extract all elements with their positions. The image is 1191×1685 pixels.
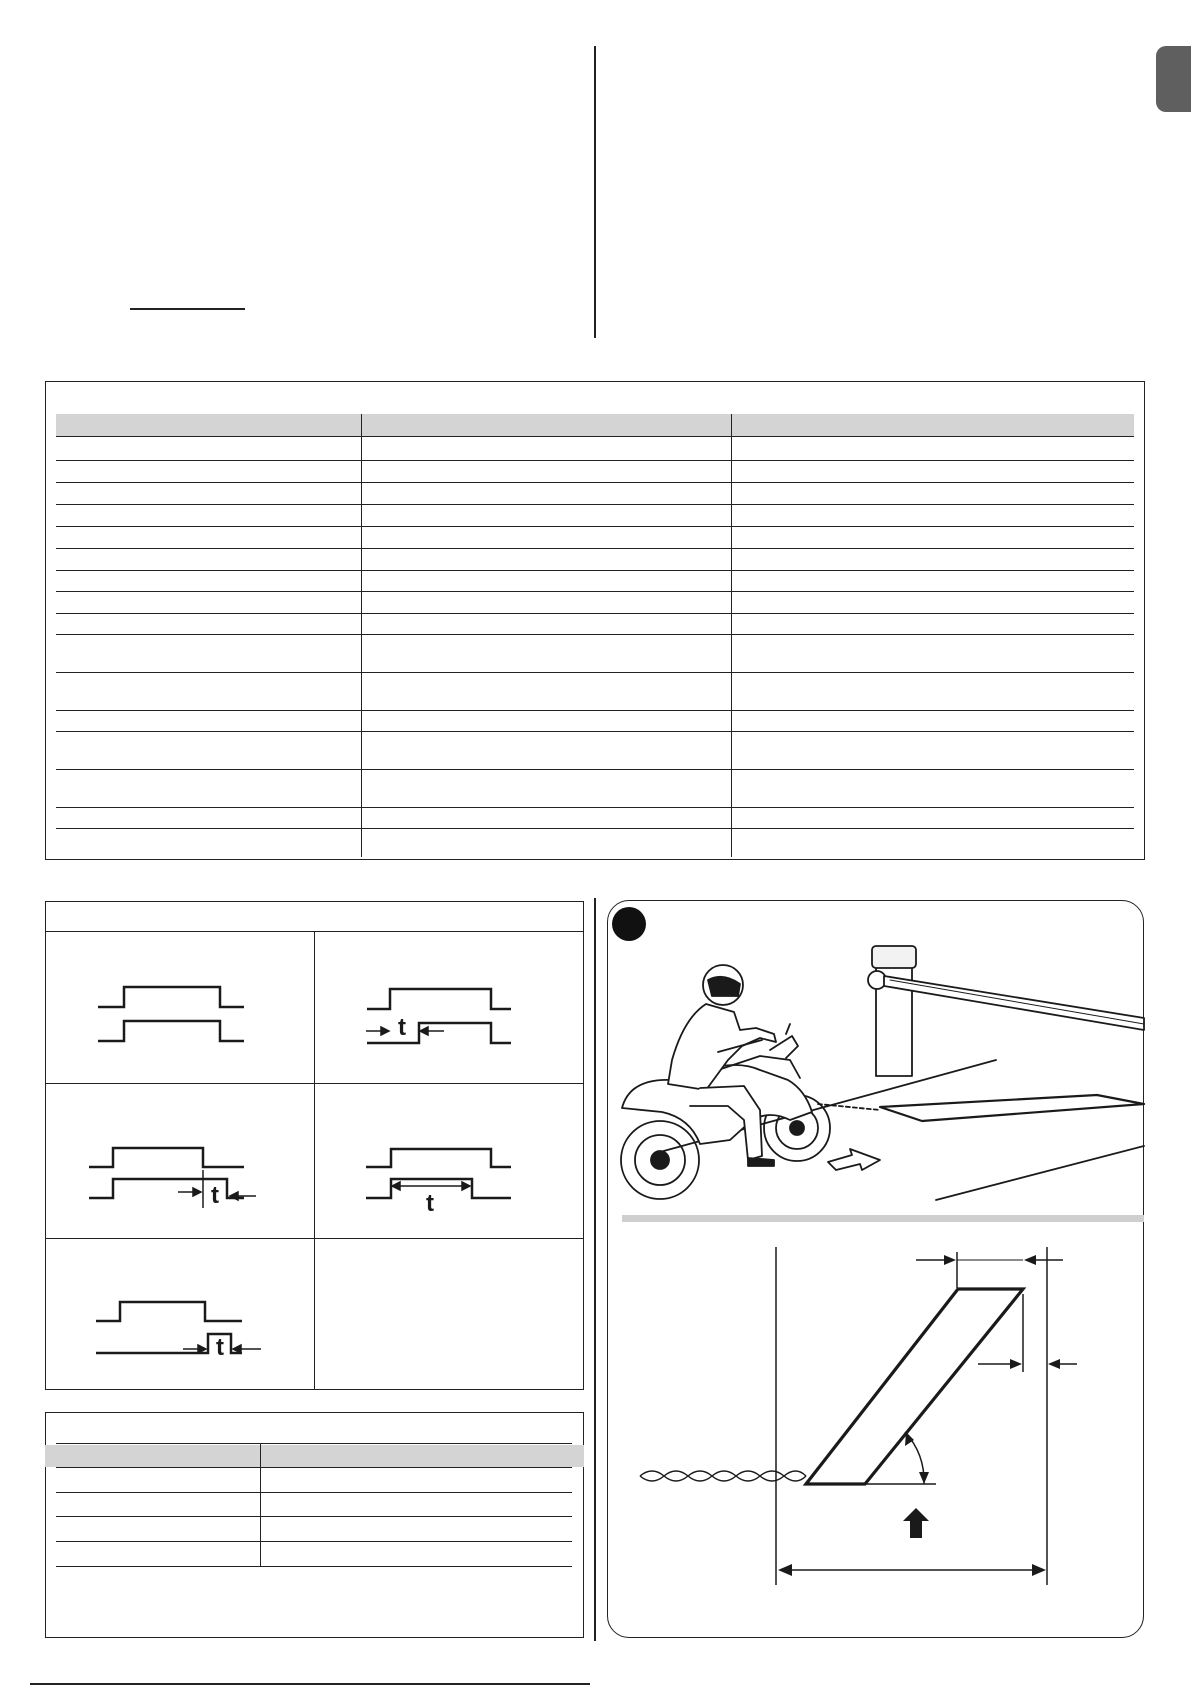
specs-table-col-divider-1 xyxy=(361,414,362,857)
specs-table-row-line xyxy=(56,591,1134,592)
specs-table-frame xyxy=(45,381,1145,860)
small-table-row-line xyxy=(56,1516,572,1517)
timing-grid-col xyxy=(314,931,315,1390)
small-table-col-divider xyxy=(260,1443,261,1566)
specs-table-row-line xyxy=(56,436,1134,437)
timing-label-t: t xyxy=(216,1334,224,1361)
specs-table-row-line xyxy=(56,672,1134,673)
small-table-header xyxy=(45,1445,584,1467)
specs-table-col-divider-2 xyxy=(731,414,732,857)
specs-table-row-line xyxy=(56,482,1134,483)
language-tab[interactable] xyxy=(1156,46,1191,112)
specs-table-row-line xyxy=(56,548,1134,549)
timing-label-t: t xyxy=(398,1014,406,1041)
specs-table-row-line xyxy=(56,731,1134,732)
specs-table-row-line xyxy=(56,526,1134,527)
specs-table-row-line xyxy=(56,807,1134,808)
illustration-separator xyxy=(622,1215,1144,1222)
small-table-row-line xyxy=(56,1541,572,1542)
specs-table-row-line xyxy=(56,570,1134,571)
specs-table-row-line xyxy=(56,613,1134,614)
specs-table-row-line xyxy=(56,769,1134,770)
small-table-row-line xyxy=(56,1467,572,1468)
small-table-row-line xyxy=(56,1492,572,1493)
specs-table-row-line xyxy=(56,460,1134,461)
timing-label-t: t xyxy=(426,1190,434,1217)
top-column-divider xyxy=(594,46,596,338)
figure-number-badge xyxy=(612,907,646,941)
small-table-row-line xyxy=(56,1566,572,1567)
small-table-top-line xyxy=(56,1443,572,1444)
specs-table-row-line xyxy=(56,710,1134,711)
underline-rule xyxy=(130,308,245,310)
specs-table-row-line xyxy=(56,828,1134,829)
specs-table-row-line xyxy=(56,634,1134,635)
timing-label-t: t xyxy=(211,1182,219,1209)
specs-table-header xyxy=(56,414,1134,436)
loop-layout-diagram xyxy=(0,0,1,1)
bottom-column-divider xyxy=(594,898,596,1641)
specs-table-row-line xyxy=(56,504,1134,505)
